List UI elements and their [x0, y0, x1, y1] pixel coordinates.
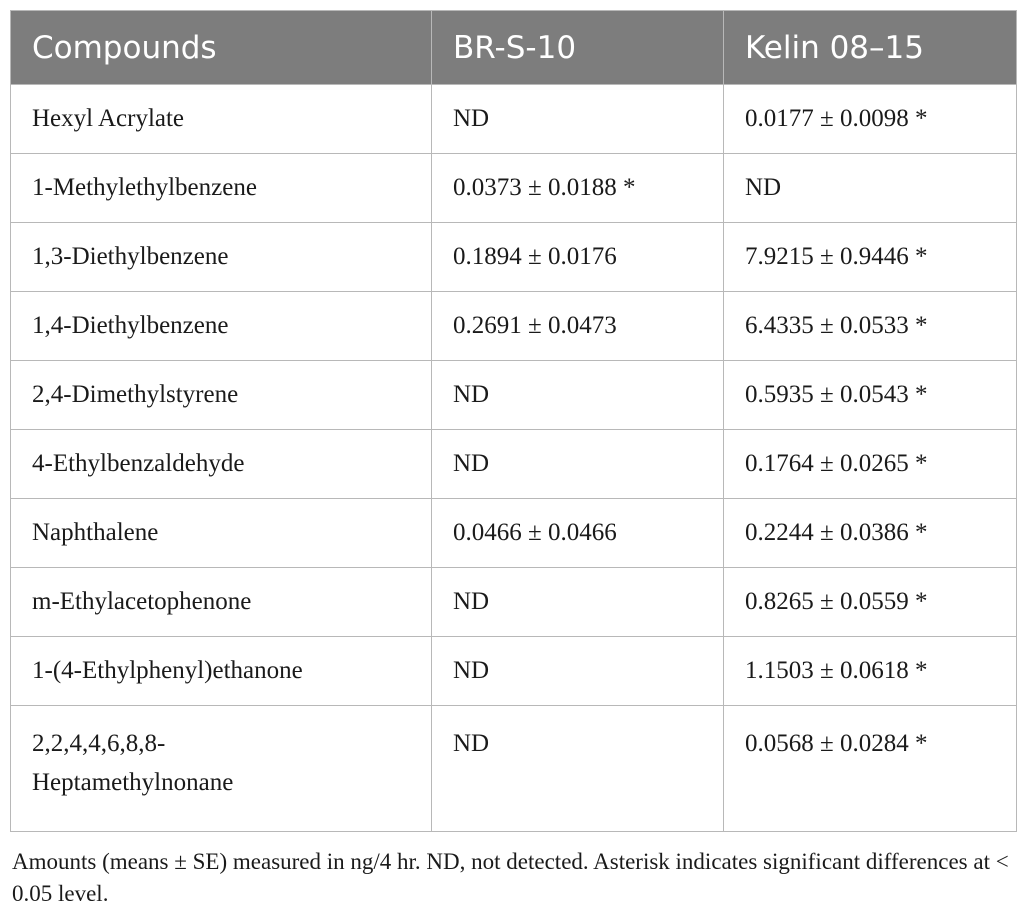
br-s-10-cell: ND — [432, 361, 724, 430]
table-row — [11, 430, 1017, 499]
table-row — [11, 292, 1017, 361]
br-s-10-cell: ND — [432, 85, 724, 154]
document — [10, 10, 1016, 910]
br-s-10-cell: ND — [432, 430, 724, 499]
table-row — [11, 154, 1017, 223]
table-row — [11, 85, 1017, 154]
compound-cell: Naphthalene — [11, 499, 432, 568]
table-row — [11, 499, 1017, 568]
table-row — [11, 223, 1017, 292]
header-br-s-10: BR-S-10 — [432, 11, 724, 85]
compound-name-line: Heptamethylnonane — [32, 769, 234, 796]
kelin-cell: 0.5935 ± 0.0543 * — [724, 361, 1017, 430]
compound-cell: Hexyl Acrylate — [11, 85, 432, 154]
br-s-10-cell: ND — [432, 568, 724, 637]
table-row — [11, 568, 1017, 637]
kelin-cell: ND — [724, 154, 1017, 223]
table-row — [11, 361, 1017, 430]
header-compounds: Compounds — [11, 11, 432, 85]
table-row — [11, 706, 1017, 832]
kelin-cell: 0.1764 ± 0.0265 * — [724, 430, 1017, 499]
compound-cell: 4-Ethylbenzaldehyde — [11, 430, 432, 499]
br-s-10-cell: 0.2691 ± 0.0473 — [432, 292, 724, 361]
compound-cell: 2,4-Dimethylstyrene — [11, 361, 432, 430]
header-kelin-08-15: Kelin 08–15 — [724, 11, 1017, 85]
kelin-cell: 1.1503 ± 0.0618 * — [724, 637, 1017, 706]
br-s-10-cell: ND — [432, 706, 724, 832]
compound-cell: 1,4-Diethylbenzene — [11, 292, 432, 361]
kelin-cell: 6.4335 ± 0.0533 * — [724, 292, 1017, 361]
br-s-10-cell: 0.0466 ± 0.0466 — [432, 499, 724, 568]
br-s-10-cell: 0.0373 ± 0.0188 * — [432, 154, 724, 223]
kelin-cell: 0.2244 ± 0.0386 * — [724, 499, 1017, 568]
compound-cell: 1,3-Diethylbenzene — [11, 223, 432, 292]
kelin-cell: 0.0568 ± 0.0284 * — [724, 706, 1017, 832]
br-s-10-cell: ND — [432, 637, 724, 706]
kelin-cell: 0.8265 ± 0.0559 * — [724, 568, 1017, 637]
compound-cell: 1-(4-Ethylphenyl)ethanone — [11, 637, 432, 706]
compounds-table — [10, 10, 1017, 832]
compound-cell: 1-Methylethylbenzene — [11, 154, 432, 223]
table-row — [11, 637, 1017, 706]
table-header-row — [11, 11, 1017, 85]
kelin-cell: 7.9215 ± 0.9446 * — [724, 223, 1017, 292]
compound-cell — [11, 706, 432, 832]
br-s-10-cell: 0.1894 ± 0.0176 — [432, 223, 724, 292]
compound-name-line: 2,2,4,4,6,8,8- — [32, 730, 166, 757]
compound-cell: m-Ethylacetophenone — [11, 568, 432, 637]
table-footnote: Amounts (means ± SE) measured in ng/4 hr. ND, not detected. Asterisk indicates significant differences at < 0.05 level. — [12, 849, 1009, 906]
kelin-cell: 0.0177 ± 0.0098 * — [724, 85, 1017, 154]
